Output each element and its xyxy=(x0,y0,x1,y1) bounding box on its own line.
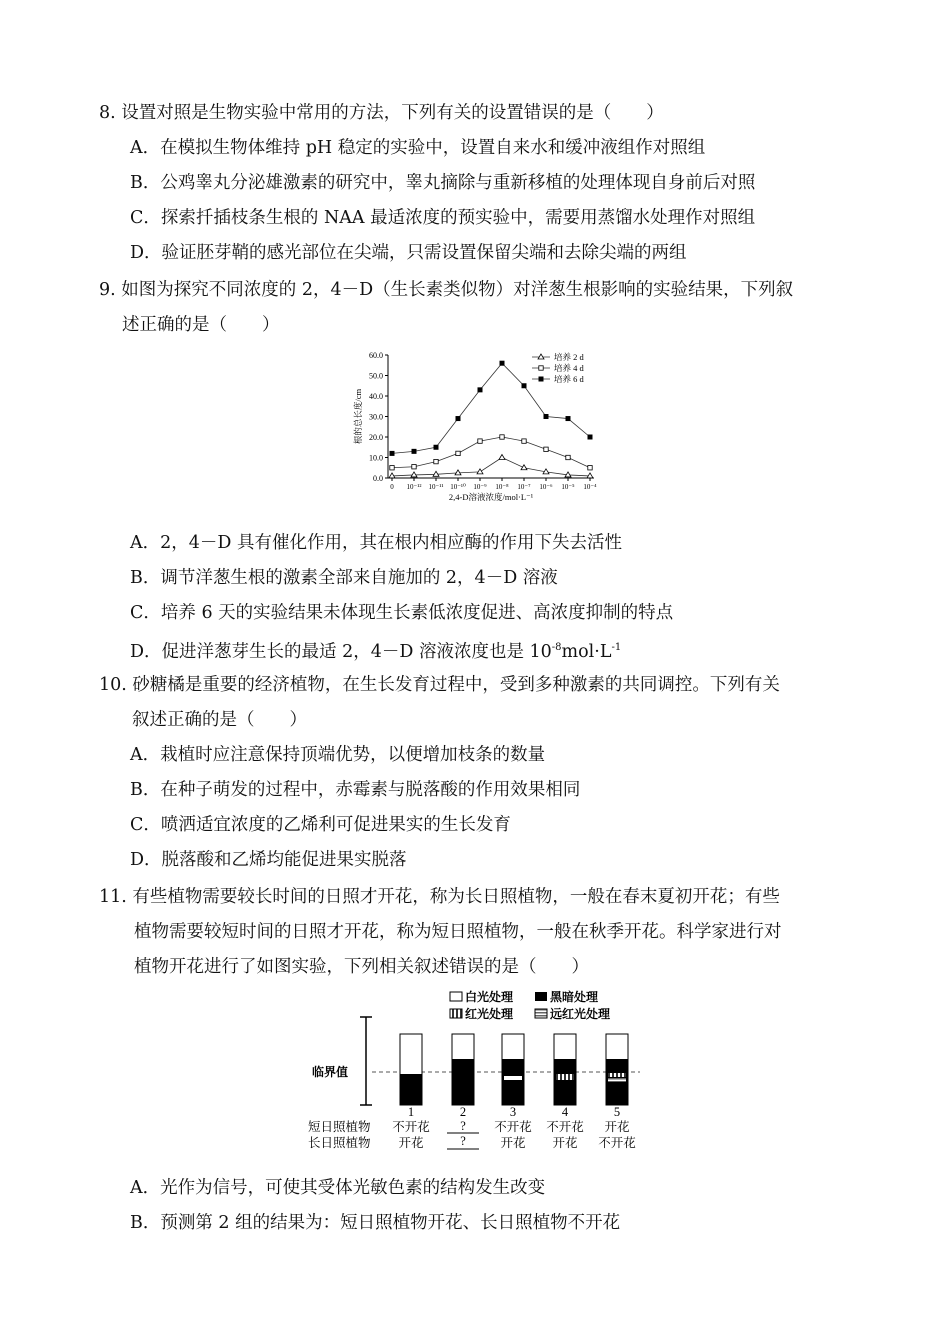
q11-stem-line3: 植物开花进行了如图实验，下列相关叙述错误的是（ ） xyxy=(134,957,589,977)
legend-red-text: 红光处理 xyxy=(465,1007,514,1021)
legend-dark-swatch xyxy=(535,992,547,1001)
bar-4-red-flash xyxy=(556,1074,574,1080)
q9-stem-line2: 述正确的是（ ） xyxy=(122,315,280,335)
q8-option-d: D．验证胚芽鞘的感光部位在尖端，只需设置保留尖端和去除尖端的两组 xyxy=(130,243,687,263)
group-4-long: 开花 xyxy=(552,1136,578,1150)
critical-value-label: 临界值 xyxy=(312,1065,349,1079)
q9-option-d-unit-exponent: -1 xyxy=(611,642,622,653)
y-axis-label: 根的总长度/cm xyxy=(353,388,363,445)
x-tick-label: 10⁻⁸ xyxy=(495,483,509,491)
q10-stem-line2: 叙述正确的是（ ） xyxy=(132,710,307,730)
x-axis-label: 2,4-D溶液浓度/mol·L⁻¹ xyxy=(448,492,534,502)
q10-option-c: C．喷洒适宜浓度的乙烯利可促进果实的生长发育 xyxy=(130,815,511,835)
q9-option-d-text: D．促进洋葱芽生长的最适 2，4－D 溶液浓度也是 10 xyxy=(130,641,552,662)
q9-option-d-unit: mol·L xyxy=(561,641,612,662)
bar-5-red-flash xyxy=(608,1073,626,1077)
q11-option-b: B．预测第 2 组的结果为：短日照植物开花、长日照植物不开花 xyxy=(130,1213,621,1233)
series-1-point xyxy=(587,473,593,478)
series-2-point xyxy=(588,466,592,470)
x-tick-label: 10⁻¹⁰ xyxy=(450,483,466,491)
legend-label-3: 培养 6 d xyxy=(554,374,584,384)
y-tick-label: 50.0 xyxy=(369,371,383,381)
series-2-point xyxy=(412,465,416,469)
series-3-point xyxy=(566,416,571,421)
long-day-label: 长日照植物 xyxy=(308,1136,371,1150)
x-tick-label: 10⁻⁴ xyxy=(583,483,597,491)
group-2-short: ? xyxy=(460,1119,466,1133)
y-tick-label: 20.0 xyxy=(369,433,383,442)
x-tick-label: 10⁻⁹ xyxy=(473,483,487,491)
group-3-number: 3 xyxy=(509,1105,517,1119)
q8-option-c: C．探索扦插枝条生根的 NAA 最适浓度的预实验中，需要用蒸馏水处理作对照组 xyxy=(130,208,756,228)
bar-1-dark xyxy=(400,1074,422,1105)
q9-option-d xyxy=(130,637,621,663)
series-3-point xyxy=(434,445,439,450)
photoperiod-diagram xyxy=(300,985,660,1157)
series-1-point xyxy=(411,472,417,477)
q9-stem-line1: 9. 如图为探究不同浓度的 2，4－D（生长素类似物）对洋葱生根影响的实验结果，下列叙 xyxy=(99,280,794,300)
legend-farred-swatch xyxy=(535,1009,547,1018)
series-3-point xyxy=(588,435,593,440)
series-3-point xyxy=(544,414,549,419)
y-tick-label: 30.0 xyxy=(369,412,383,422)
q11-stem-line2: 植物需要较短时间的日照才开花，称为短日照植物，一般在秋季开花。科学家进行对 xyxy=(134,922,782,942)
group-1-short: 不开花 xyxy=(392,1120,430,1134)
series-3-point xyxy=(478,387,483,392)
legend-white-swatch xyxy=(450,992,462,1001)
series-2-point xyxy=(544,447,548,451)
bar-group-1 xyxy=(400,1034,422,1105)
bar-group-3 xyxy=(502,1034,524,1105)
legend-farred-text: 远红光处理 xyxy=(550,1007,611,1021)
q9-option-d-exponent: -8 xyxy=(551,642,562,653)
series-1-point xyxy=(477,469,483,474)
group-2-number: 2 xyxy=(459,1105,467,1119)
bar-group-5 xyxy=(606,1034,628,1105)
q11-option-a: A．光作为信号，可使其受体光敏色素的结构发生改变 xyxy=(130,1178,546,1198)
group-3-short: 不开花 xyxy=(494,1120,532,1134)
line-chart xyxy=(340,345,610,505)
group-1-long: 开花 xyxy=(398,1136,424,1150)
x-tick-label: 10⁻¹¹ xyxy=(428,483,444,491)
group-2-long: ? xyxy=(460,1134,466,1148)
q10-stem-line1: 10. 砂糖橘是重要的经济植物，在生长发育过程中，受到多种激素的共同调控。下列有关 xyxy=(99,675,780,695)
series-1-point xyxy=(521,465,527,470)
x-tick-label: 10⁻¹² xyxy=(406,483,422,491)
q9-option-b: B．调节洋葱生根的激素全部来自施加的 2，4－D 溶液 xyxy=(130,568,558,588)
series-line-1 xyxy=(392,458,590,476)
legend-marker-1 xyxy=(538,354,544,359)
series-2-point xyxy=(566,455,570,459)
x-tick-label: 10⁻⁵ xyxy=(561,483,575,491)
group-4-number: 4 xyxy=(561,1105,569,1119)
series-2-point xyxy=(456,451,460,455)
q8-stem: 8. 设置对照是生物实验中常用的方法，下列有关的设置错误的是（ ） xyxy=(99,103,664,123)
series-2-point xyxy=(522,439,526,443)
q9-option-c: C．培养 6 天的实验结果未体现生长素低浓度促进、高浓度抑制的特点 xyxy=(130,603,674,623)
group-5-short: 开花 xyxy=(604,1120,630,1134)
series-3-point xyxy=(412,449,417,454)
q9-option-a: A．2，4－D 具有催化作用，其在根内相应酶的作用下失去活性 xyxy=(130,533,622,553)
q10-option-b: B．在种子萌发的过程中，赤霉素与脱落酸的作用效果相同 xyxy=(130,780,581,800)
series-2-point xyxy=(500,435,504,439)
q8-option-b: B．公鸡睾丸分泌雄激素的研究中，睾丸摘除与重新移植的处理体现自身前后对照 xyxy=(130,173,756,193)
bar-3-white-flash xyxy=(504,1076,522,1080)
series-1-point xyxy=(389,473,395,478)
y-tick-label: 0.0 xyxy=(373,474,383,483)
series-3-point xyxy=(456,416,461,421)
short-day-label: 短日照植物 xyxy=(308,1120,371,1134)
bar-group-2 xyxy=(452,1034,474,1105)
group-4-short: 不开花 xyxy=(546,1120,584,1134)
bar-3-dark xyxy=(502,1059,524,1105)
y-tick-label: 40.0 xyxy=(369,392,383,401)
group-5-number: 5 xyxy=(613,1105,621,1119)
series-3-point xyxy=(522,383,527,388)
x-tick-label: 0 xyxy=(390,483,394,491)
bar-group-4 xyxy=(554,1034,576,1105)
legend-marker-2 xyxy=(539,366,543,370)
series-1-point xyxy=(455,470,461,475)
legend-label-2: 培养 4 d xyxy=(554,363,584,373)
x-tick-label: 10⁻⁷ xyxy=(517,483,531,491)
y-tick-label: 60.0 xyxy=(369,351,383,360)
x-tick-label: 10⁻⁶ xyxy=(539,483,553,491)
q10-option-a: A．栽植时应注意保持顶端优势，以便增加枝条的数量 xyxy=(130,745,546,765)
legend-red-swatch xyxy=(450,1009,462,1018)
group-1-number: 1 xyxy=(407,1105,415,1119)
legend-white-text: 白光处理 xyxy=(465,990,514,1004)
bar-4-dark xyxy=(554,1059,576,1105)
series-2-point xyxy=(478,439,482,443)
series-line-2 xyxy=(392,437,590,468)
series-2-point xyxy=(434,459,438,463)
group-5-long: 不开花 xyxy=(598,1136,636,1150)
legend-dark-text: 黑暗处理 xyxy=(550,990,599,1004)
group-3-long: 开花 xyxy=(500,1136,526,1150)
series-3-point xyxy=(500,361,505,366)
q8-option-a: A．在模拟生物体维持 pH 稳定的实验中，设置自来水和缓冲液组作对照组 xyxy=(130,138,706,158)
series-2-point xyxy=(390,466,394,470)
bar-2-dark xyxy=(452,1059,474,1105)
legend-marker-3 xyxy=(539,377,544,382)
q11-stem-line1: 11. 有些植物需要较长时间的日照才开花，称为长日照植物，一般在春末夏初开花；有些 xyxy=(99,887,780,907)
series-1-point xyxy=(499,455,505,460)
y-tick-label: 10.0 xyxy=(369,453,383,463)
series-3-point xyxy=(390,451,395,456)
q10-option-d: D．脱落酸和乙烯均能促进果实脱落 xyxy=(130,850,407,870)
bar-5-farred-flash xyxy=(608,1078,626,1082)
legend-label-1: 培养 2 d xyxy=(554,352,584,362)
